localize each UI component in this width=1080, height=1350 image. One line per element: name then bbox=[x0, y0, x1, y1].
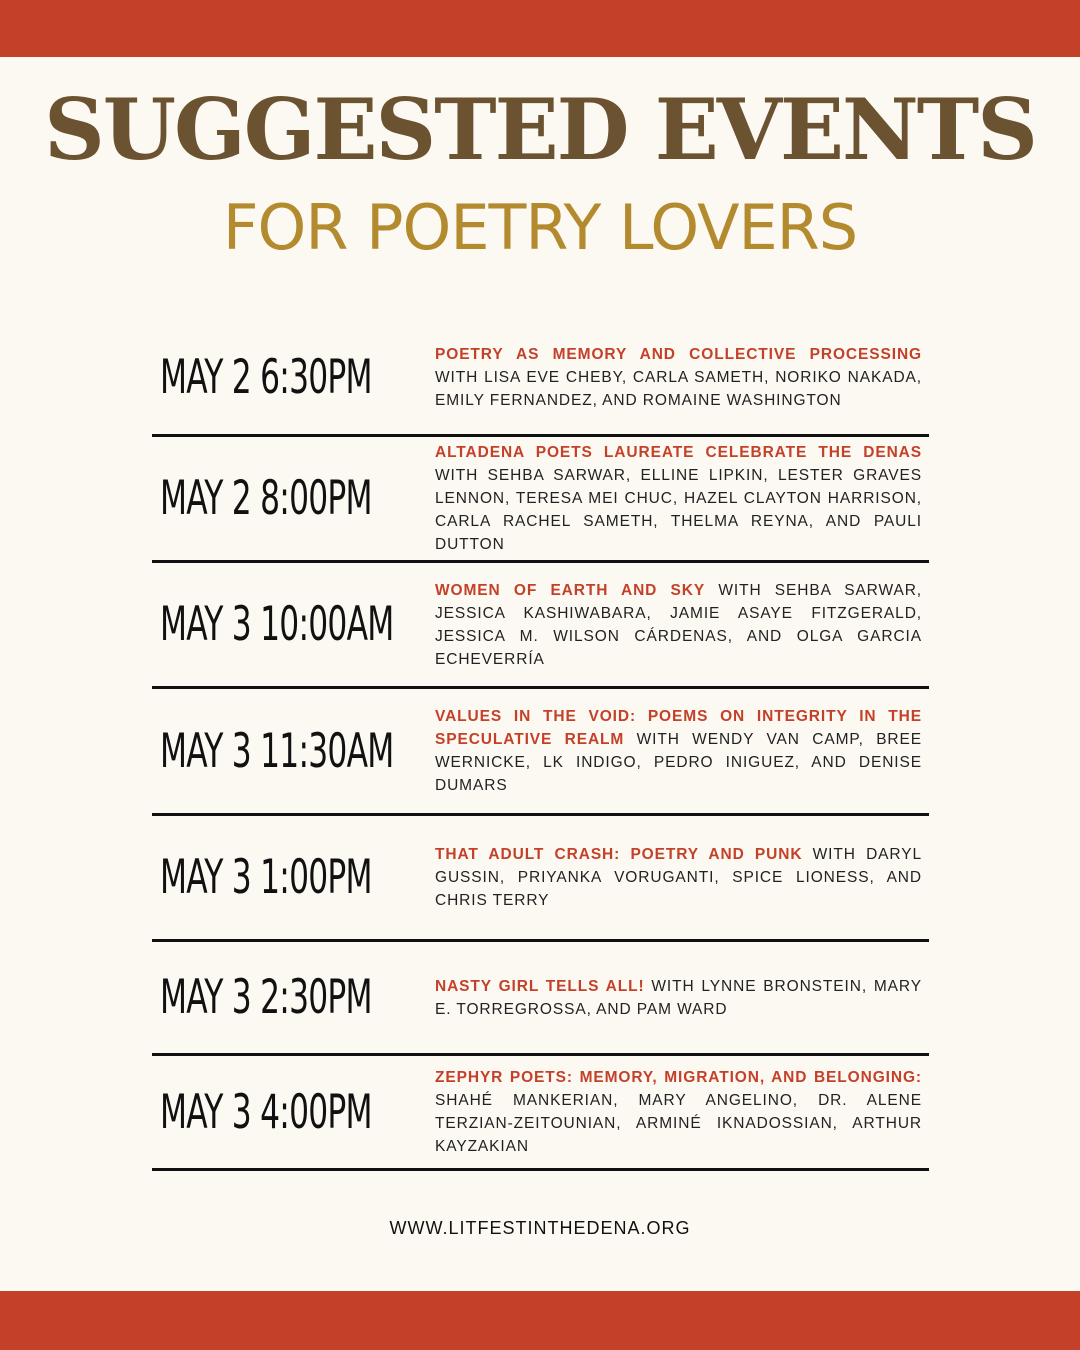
event-row bbox=[152, 1056, 929, 1171]
event-title: ALTADENA POETS LAUREATE CELEBRATE THE DENAS bbox=[435, 444, 922, 461]
event-title: VALUES IN THE VOID: POEMS ON INTEGRITY IN THE SPECULATIVE REALM bbox=[435, 708, 922, 748]
event-row bbox=[152, 816, 929, 942]
event-participants: WITH SEHBA SARWAR, ELLINE LIPKIN, LESTER GRAVES LENNON, TERESA MEI CHUC, HAZEL CLAYTON HARRISON, CARLA RACHEL SAMETH, THELMA REYNA, AND PAULI DUTTON bbox=[435, 467, 922, 553]
event-title: THAT ADULT CRASH: POETRY AND PUNK bbox=[435, 846, 803, 863]
event-row bbox=[152, 563, 929, 689]
event-datetime: MAY 3 1:00PM bbox=[160, 850, 372, 905]
event-participants: WITH DARYL GUSSIN, PRIYANKA VORUGANTI, SPICE LIONESS, AND CHRIS TERRY bbox=[435, 846, 922, 909]
event-datetime: MAY 3 10:00AM bbox=[160, 597, 394, 652]
event-description bbox=[435, 942, 922, 1053]
event-description bbox=[435, 320, 922, 434]
event-description bbox=[435, 437, 922, 560]
event-participants: WITH SEHBA SARWAR, JESSICA KASHIWABARA, JAMIE ASAYE FITZGERALD, JESSICA M. WILSON CÁRDENAS, AND OLGA GARCIA ECHEVERRÍA bbox=[435, 581, 922, 668]
event-row bbox=[152, 320, 929, 437]
page-subtitle: FOR POETRY LOVERS bbox=[222, 191, 858, 264]
event-row bbox=[152, 437, 929, 563]
event-title: NASTY GIRL TELLS ALL! bbox=[435, 977, 645, 995]
event-description bbox=[435, 1056, 922, 1168]
event-list bbox=[152, 320, 929, 1171]
event-description bbox=[435, 816, 922, 939]
website-link[interactable]: WWW.LITFESTINTHEDENA.ORG bbox=[389, 1218, 691, 1238]
event-datetime: MAY 2 8:00PM bbox=[160, 471, 372, 526]
top-band bbox=[0, 0, 1080, 57]
page-title: SUGGESTED EVENTS bbox=[44, 80, 1036, 179]
event-participants: WITH LYNNE BRONSTEIN, MARY E. TORREGROSSA, AND PAM WARD bbox=[435, 977, 922, 1018]
event-row bbox=[152, 942, 929, 1056]
event-participants: WITH LISA EVE CHEBY, CARLA SAMETH, NORIKO NAKADA, EMILY FERNANDEZ, AND ROMAINE WASHINGTON bbox=[435, 368, 922, 409]
event-datetime: MAY 3 11:30AM bbox=[160, 723, 394, 779]
event-description bbox=[435, 689, 922, 813]
event-datetime: MAY 2 6:30PM bbox=[160, 349, 372, 405]
event-participants: WITH WENDY VAN CAMP, BREE WERNICKE, LK INDIGO, PEDRO INIGUEZ, AND DENISE DUMARS bbox=[435, 731, 923, 794]
event-description bbox=[435, 563, 922, 686]
event-title: WOMEN OF EARTH AND SKY bbox=[435, 581, 706, 599]
event-title: POETRY AS MEMORY AND COLLECTIVE PROCESSING bbox=[435, 345, 922, 363]
event-participants: SHAHÉ MANKERIAN, MARY ANGELINO, DR. ALENE TERZIAN-ZEITOUNIAN, ARMINÉ IKNADOSSIAN, ARTHUR KAYZAKIAN bbox=[435, 1092, 922, 1155]
bottom-band bbox=[0, 1291, 1080, 1350]
event-row bbox=[152, 689, 929, 816]
event-title: ZEPHYR POETS: MEMORY, MIGRATION, AND BELONGING: bbox=[435, 1069, 922, 1086]
event-datetime: MAY 3 4:00PM bbox=[160, 1084, 372, 1140]
event-datetime: MAY 3 2:30PM bbox=[160, 970, 372, 1025]
